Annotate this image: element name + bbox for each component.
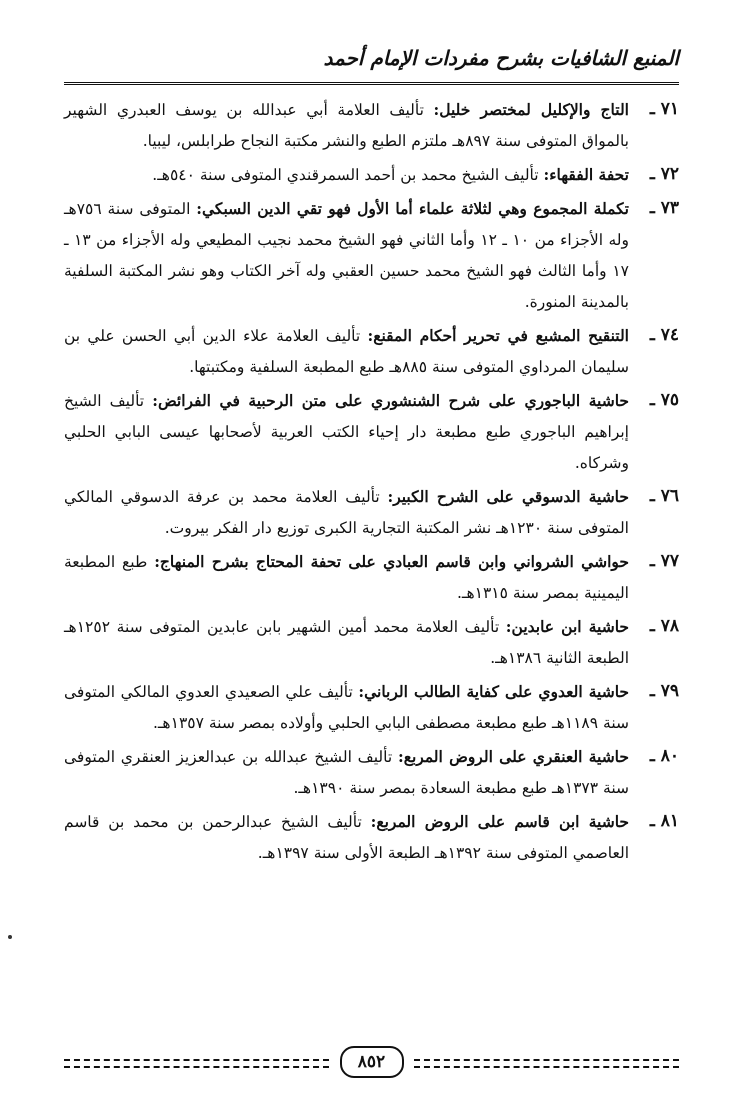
- bibliography-entry-76: [64, 481, 679, 544]
- entry-number: ٧٥ ـ: [649, 390, 679, 410]
- entry-number: ٧٨ ـ: [649, 616, 679, 636]
- bibliography-entry-79: [64, 676, 679, 739]
- entry-number: ٧٩ ـ: [649, 681, 679, 701]
- page-number: ٨٥٢: [340, 1046, 404, 1078]
- entry-body: [64, 481, 629, 544]
- entry-text: المتوفى سنة ٧٥٦هـ وله الأجزاء من ١٠ ـ ١٢ وأما الثاني فهو الشيخ محمد نجيب المطيعي وله الأجزاء من ١٣ ـ ١٧ وأما الثالث فهو الشيخ محمد حسين العقبي وله آخر الكتاب وهو نشر المكتبة السلفية بالمدينة المنورة.: [64, 200, 630, 311]
- entry-number: ٧٤ ـ: [649, 325, 679, 345]
- entry-title: تكملة المجموع وهي لثلاثة علماء أما الأول فهو تقي الدين السبكي:: [196, 199, 629, 218]
- entry-number: ٧٦ ـ: [649, 486, 679, 506]
- margin-dot: [8, 935, 12, 939]
- entry-body: [64, 546, 629, 609]
- footer-rule-left: [64, 1059, 329, 1068]
- entry-number: ٧٧ ـ: [649, 551, 679, 571]
- entry-body: [64, 94, 629, 157]
- entry-title: حاشية ابن قاسم على الروض المربع:: [370, 812, 629, 831]
- entry-body: [64, 806, 629, 869]
- entry-text: تأليف العلامة علاء الدين أبي الحسن علي بن سليمان المرداوي المتوفى سنة ٨٨٥هـ طبع المطبعة السلفية ومكتبتها.: [64, 327, 629, 376]
- entry-body: [64, 611, 629, 674]
- footer-rule-right: [414, 1059, 679, 1068]
- bibliography-entry-72: [64, 159, 679, 191]
- page-footer: [64, 1046, 679, 1076]
- entry-title: حاشية الباجوري على شرح الشنشوري على متن الرحبية في الفرائض:: [152, 391, 629, 410]
- bibliography-entry-81: [64, 806, 679, 869]
- bibliography-entry-80: [64, 741, 679, 804]
- entry-number: ٨١ ـ: [649, 811, 679, 831]
- entry-body: [64, 741, 629, 804]
- entry-body: [64, 159, 629, 191]
- bibliography-entry-78: [64, 611, 679, 674]
- entry-text: تأليف الشيخ إبراهيم الباجوري طبع مطبعة دار إحياء الكتب العربية لأصحابها عيسى البابي الحلبي وشركاه.: [64, 392, 629, 472]
- bibliography-list: [64, 94, 679, 871]
- running-header: [64, 40, 679, 85]
- bibliography-entry-74: [64, 320, 679, 383]
- entry-title: حاشية ابن عابدين:: [505, 617, 629, 636]
- entry-number: ٧١ ـ: [649, 99, 679, 119]
- entry-text: تأليف العلامة محمد بن عرفة الدسوقي المالكي المتوفى سنة ١٢٣٠هـ نشر المكتبة التجارية الكبرى توزيع دار الفكر بيروت.: [64, 488, 629, 537]
- entry-body: [64, 193, 629, 318]
- entry-text: تأليف العلامة محمد أمين الشهير بابن عابدين المتوفى سنة ١٢٥٢هـ الطبعة الثانية ١٣٨٦هـ.: [64, 618, 629, 667]
- entry-text: تأليف الشيخ عبدالرحمن بن محمد بن قاسم العاصمي المتوفى سنة ١٣٩٢هـ الطبعة الأولى سنة ١٣٩٧هـ.: [64, 813, 629, 862]
- entry-body: [64, 676, 629, 739]
- entry-number: ٧٣ ـ: [649, 198, 679, 218]
- entry-title: حاشية العدوي على كفاية الطالب الرباني:: [358, 682, 629, 701]
- entry-title: تحفة الفقهاء:: [543, 165, 629, 184]
- header-title: المنبع الشافيات بشرح مفردات الإمام أحمد: [323, 46, 679, 70]
- bibliography-entry-73: [64, 193, 679, 318]
- entry-text: تأليف الشيخ محمد بن أحمد السمرقندي المتوفى سنة ٥٤٠هـ.: [152, 166, 539, 184]
- entry-number: ٧٢ ـ: [649, 164, 679, 184]
- entry-text: تأليف الشيخ عبدالله بن عبدالعزيز العنقري المتوفى سنة ١٣٧٣هـ طبع مطبعة السعادة بمصر سنة ١٣٩٠هـ.: [64, 748, 629, 797]
- entry-text: طبع المطبعة اليمينية بمصر سنة ١٣١٥هـ.: [64, 553, 629, 602]
- entry-title: التنقيح المشبع في تحرير أحكام المقنع:: [367, 326, 629, 345]
- entry-title: حاشية العنقري على الروض المربع:: [397, 747, 629, 766]
- entry-title: حاشية الدسوقي على الشرح الكبير:: [387, 487, 629, 506]
- bibliography-entry-71: [64, 94, 679, 157]
- entry-text: تأليف العلامة أبي عبدالله بن يوسف العبدري الشهير بالمواق المتوفى سنة ٨٩٧هـ ملتزم الطبع والنشر مكتبة النجاح طرابلس، ليبيا.: [64, 101, 629, 150]
- entry-title: حواشي الشرواني وابن قاسم العبادي على تحفة المحتاج بشرح المنهاج:: [154, 552, 629, 571]
- entry-text: تأليف علي الصعيدي العدوي المالكي المتوفى سنة ١١٨٩هـ طبع مطبعة مصطفى البابي الحلبي وأولاده بمصر سنة ١٣٥٧هـ.: [64, 683, 629, 732]
- entry-title: التاج والإكليل لمختصر خليل:: [433, 100, 629, 119]
- entry-body: [64, 320, 629, 383]
- bibliography-entry-75: [64, 385, 679, 479]
- entry-body: [64, 385, 629, 479]
- entry-number: ٨٠ ـ: [649, 746, 679, 766]
- bibliography-entry-77: [64, 546, 679, 609]
